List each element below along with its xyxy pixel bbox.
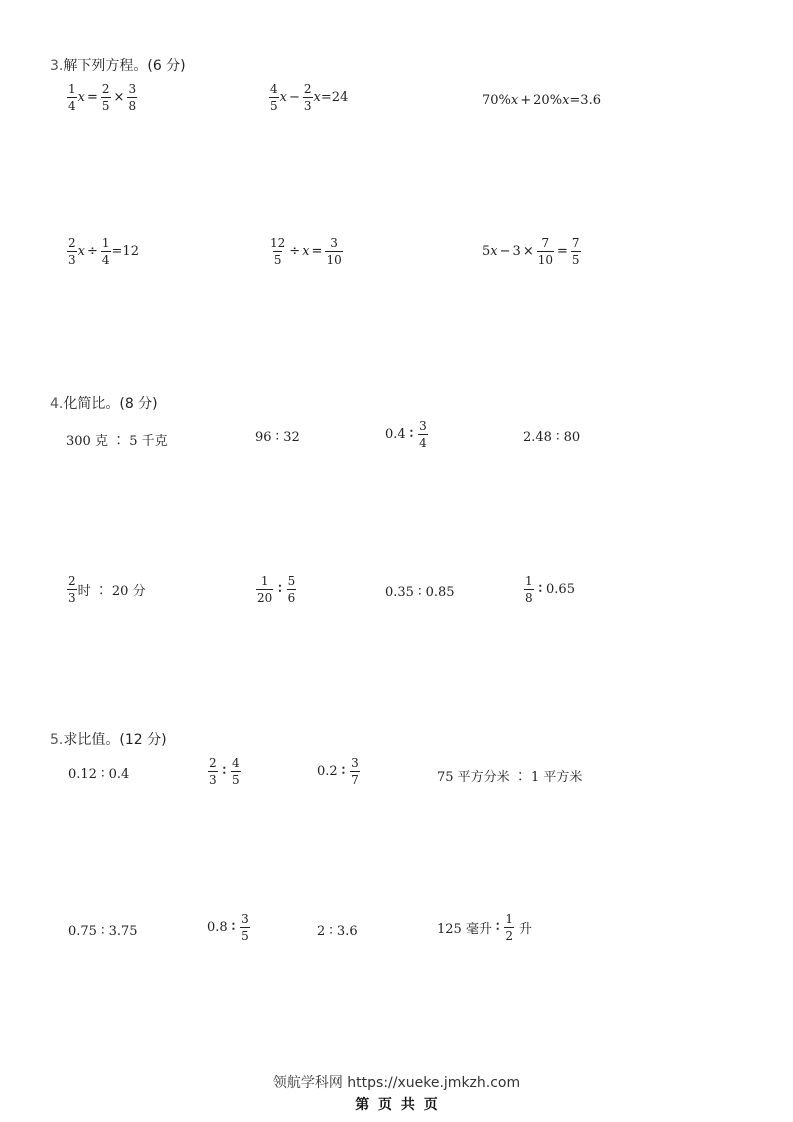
ratio-colon: ∶ — [409, 427, 414, 442]
fraction: $\frac{3}{5}$ — [241, 912, 249, 943]
ratio-5-1 — [68, 767, 129, 782]
ratio-text: 2 ∶ 3.6 — [317, 924, 358, 939]
section-number: 3. — [50, 58, 64, 74]
ratio-colon: ∶ — [231, 920, 236, 935]
equation-rhs: =3.6 — [569, 93, 601, 108]
ratio-5-3 — [317, 757, 361, 786]
ratio-4-7 — [385, 585, 455, 600]
variable: x — [490, 244, 498, 259]
ratio-text: 0.75 ∶ 3.75 — [68, 924, 138, 939]
equation-rhs: =12 — [111, 244, 139, 259]
operator: = — [557, 244, 568, 259]
fraction: $\frac{2}{3}$ — [68, 236, 76, 267]
equation-3-6 — [482, 237, 582, 266]
ratio-5-8 — [437, 913, 532, 942]
fraction: $\frac{3}{10}$ — [326, 236, 342, 267]
footer-page-number: 第 页 共 页 — [355, 1097, 438, 1113]
ratio-colon: ∶ — [278, 582, 282, 597]
ratio-5-2 — [207, 757, 242, 786]
section-3-title — [50, 55, 186, 75]
ratio-colon: ∶ — [222, 764, 227, 779]
coefficient: 5 — [482, 244, 491, 259]
ratio-text: 96 ∶ 32 — [255, 430, 300, 445]
ratio-5-5 — [68, 924, 138, 939]
fraction: $\frac{2}{3}$ — [209, 756, 217, 787]
operator: − — [499, 244, 511, 259]
ratio-text: 2.48 ∶ 80 — [523, 430, 581, 445]
fraction: $\frac{7}{5}$ — [571, 236, 580, 267]
fraction: $\frac{2}{5}$ — [101, 82, 110, 113]
section-heading: 化简比。(8 分) — [63, 396, 158, 412]
ratio-4-4 — [523, 430, 580, 445]
fraction: $\frac{1}{20}$ — [257, 574, 273, 605]
ratio-rhs: 升 — [518, 922, 532, 937]
fraction: $\frac{3}{4}$ — [419, 419, 427, 450]
operator: + — [520, 93, 532, 108]
equation-3-5 — [268, 237, 344, 266]
variable: x — [279, 90, 287, 105]
ratio-text: 0.35 ∶ 0.85 — [385, 585, 455, 600]
ratio-colon: ∶ — [495, 920, 500, 935]
ratio-4-3 — [385, 420, 429, 449]
ratio-rhs: 0.65 — [546, 582, 575, 597]
equation-3-1 — [66, 83, 138, 112]
ratio-colon: ∶ — [341, 764, 346, 779]
fraction: $\frac{2}{3}$ — [303, 82, 312, 113]
fraction: $\frac{3}{8}$ — [128, 82, 137, 113]
operator: = — [311, 244, 323, 259]
ratio-5-4 — [437, 766, 582, 785]
fraction: $\frac{1}{8}$ — [525, 574, 533, 605]
ratio-lhs: 0.4 — [385, 427, 406, 442]
fraction: $\frac{4}{5}$ — [232, 756, 240, 787]
ratio-4-1 — [66, 430, 168, 449]
ratio-4-6 — [255, 575, 297, 604]
ratio-text: 0.12 ∶ 0.4 — [68, 767, 130, 782]
equation-3-4 — [66, 237, 139, 266]
ratio-4-2 — [255, 430, 300, 445]
operator: × — [522, 244, 534, 259]
ratio-4-8 — [523, 575, 575, 604]
ratio-text: 75 平方分米 ∶ 1 平方米 — [437, 770, 583, 785]
variable: x — [510, 93, 519, 108]
percent: 70% — [482, 93, 511, 108]
ratio-colon: ∶ — [538, 582, 543, 597]
section-heading: 求比值。(12 分) — [63, 732, 167, 748]
footer-website: 领航学科网 https://xueke.jmkzh.com — [272, 1075, 521, 1091]
variable: x — [302, 244, 310, 259]
fraction: $\frac{2}{3}$ — [68, 574, 76, 605]
operator: − — [288, 90, 300, 105]
operator: ÷ — [289, 244, 301, 259]
ratio-text: 300 克 ∶ 5 千克 — [66, 434, 168, 449]
operator: × — [113, 90, 125, 105]
operator: = — [86, 90, 98, 105]
section-5-title — [50, 729, 167, 749]
fraction: $\frac{12}{5}$ — [270, 236, 286, 267]
variable: x — [562, 93, 570, 108]
ratio-4-5 — [66, 575, 146, 604]
variable: x — [77, 244, 85, 259]
section-number: 5. — [50, 732, 64, 748]
equation-3-3 — [482, 93, 601, 108]
fraction: $\frac{4}{5}$ — [270, 82, 278, 113]
fraction: $\frac{5}{6}$ — [287, 574, 296, 605]
section-number: 4. — [50, 396, 64, 412]
variable: x — [77, 90, 85, 105]
ratio-lhs: 125 毫升 — [437, 922, 492, 937]
fraction: $\frac{1}{2}$ — [505, 912, 513, 943]
ratio-5-7 — [317, 924, 358, 939]
ratio-5-6 — [207, 913, 251, 942]
fraction: $\frac{3}{7}$ — [351, 756, 359, 787]
section-4-title — [50, 393, 158, 413]
equation-rhs: =24 — [320, 90, 349, 105]
ratio-lhs: 0.8 — [207, 920, 228, 935]
fraction: $\frac{1}{4}$ — [101, 236, 110, 267]
operator: ÷ — [86, 244, 98, 259]
equation-3-2 — [268, 83, 348, 112]
fraction: $\frac{1}{4}$ — [68, 82, 76, 113]
percent: 20% — [533, 93, 563, 108]
section-heading: 解下列方程。(6 分) — [63, 58, 186, 74]
ratio-lhs: 0.2 — [317, 764, 338, 779]
variable: x — [313, 90, 321, 105]
constant: 3 — [512, 244, 521, 259]
ratio-rhs: 时 ∶ 20 分 — [77, 584, 146, 599]
fraction: $\frac{7}{10}$ — [537, 236, 553, 267]
